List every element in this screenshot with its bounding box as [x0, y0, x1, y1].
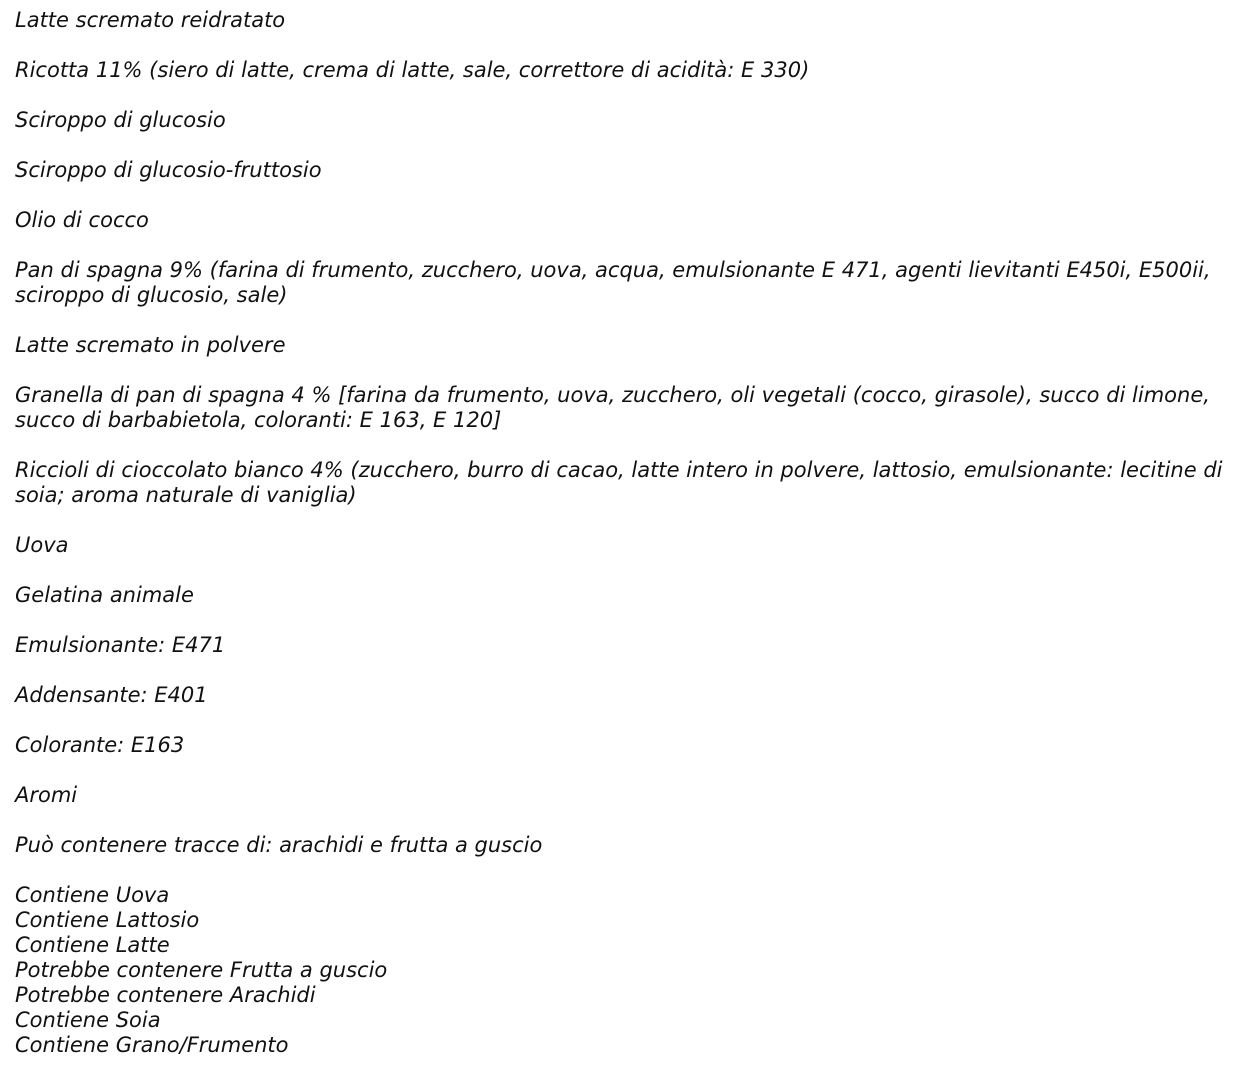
- allergen-item: Contiene Latte: [15, 933, 170, 957]
- ingredient-item: Uova: [15, 533, 69, 557]
- ingredient-item: Ricotta 11% (siero di latte, crema di latte, sale, correttore di acidità: E 330): [15, 58, 810, 82]
- ingredient-item: Pan di spagna 9% (farina di frumento, zucchero, uova, acqua, emulsionante E 471, agenti lievitanti E450i, E500ii, sciroppo di glucosio, sale): [15, 258, 1211, 307]
- allergen-item: Contiene Soia: [15, 1008, 161, 1032]
- allergen-item: Potrebbe contenere Arachidi: [15, 983, 316, 1007]
- ingredient-item: Colorante: E163: [15, 733, 185, 757]
- ingredient-item: Latte scremato in polvere: [15, 333, 286, 357]
- ingredient-item: Granella di pan di spagna 4 % [farina da frumento, uova, zucchero, oli vegetali (cocco, girasole), succo di limone, succo di barbabietola, coloranti: E 163, E 120]: [15, 383, 1210, 432]
- ingredient-item: Aromi: [15, 783, 78, 807]
- allergen-item: Contiene Grano/Frumento: [15, 1033, 289, 1057]
- allergen-item: Contiene Lattosio: [15, 908, 200, 932]
- allergen-item: Potrebbe contenere Frutta a guscio: [15, 958, 388, 982]
- ingredient-item: Riccioli di cioccolato bianco 4% (zucchero, burro di cacao, latte intero in polvere, lattosio, emulsionante: lecitine di soia; aroma naturale di vaniglia): [15, 458, 1223, 507]
- ingredient-item: Olio di cocco: [15, 208, 149, 232]
- allergen-item: Contiene Uova: [15, 883, 170, 907]
- ingredients-list: [15, 8, 1235, 1058]
- ingredient-item: Addensante: E401: [15, 683, 208, 707]
- ingredient-item: Latte scremato reidratato: [15, 8, 286, 32]
- ingredient-item: Sciroppo di glucosio: [15, 108, 226, 132]
- ingredient-item: Sciroppo di glucosio-fruttosio: [15, 158, 322, 182]
- traces-note: Può contenere tracce di: arachidi e frutta a guscio: [15, 833, 543, 857]
- ingredient-item: Gelatina animale: [15, 583, 194, 607]
- allergen-list: [15, 883, 1235, 1058]
- ingredient-item: Emulsionante: E471: [15, 633, 226, 657]
